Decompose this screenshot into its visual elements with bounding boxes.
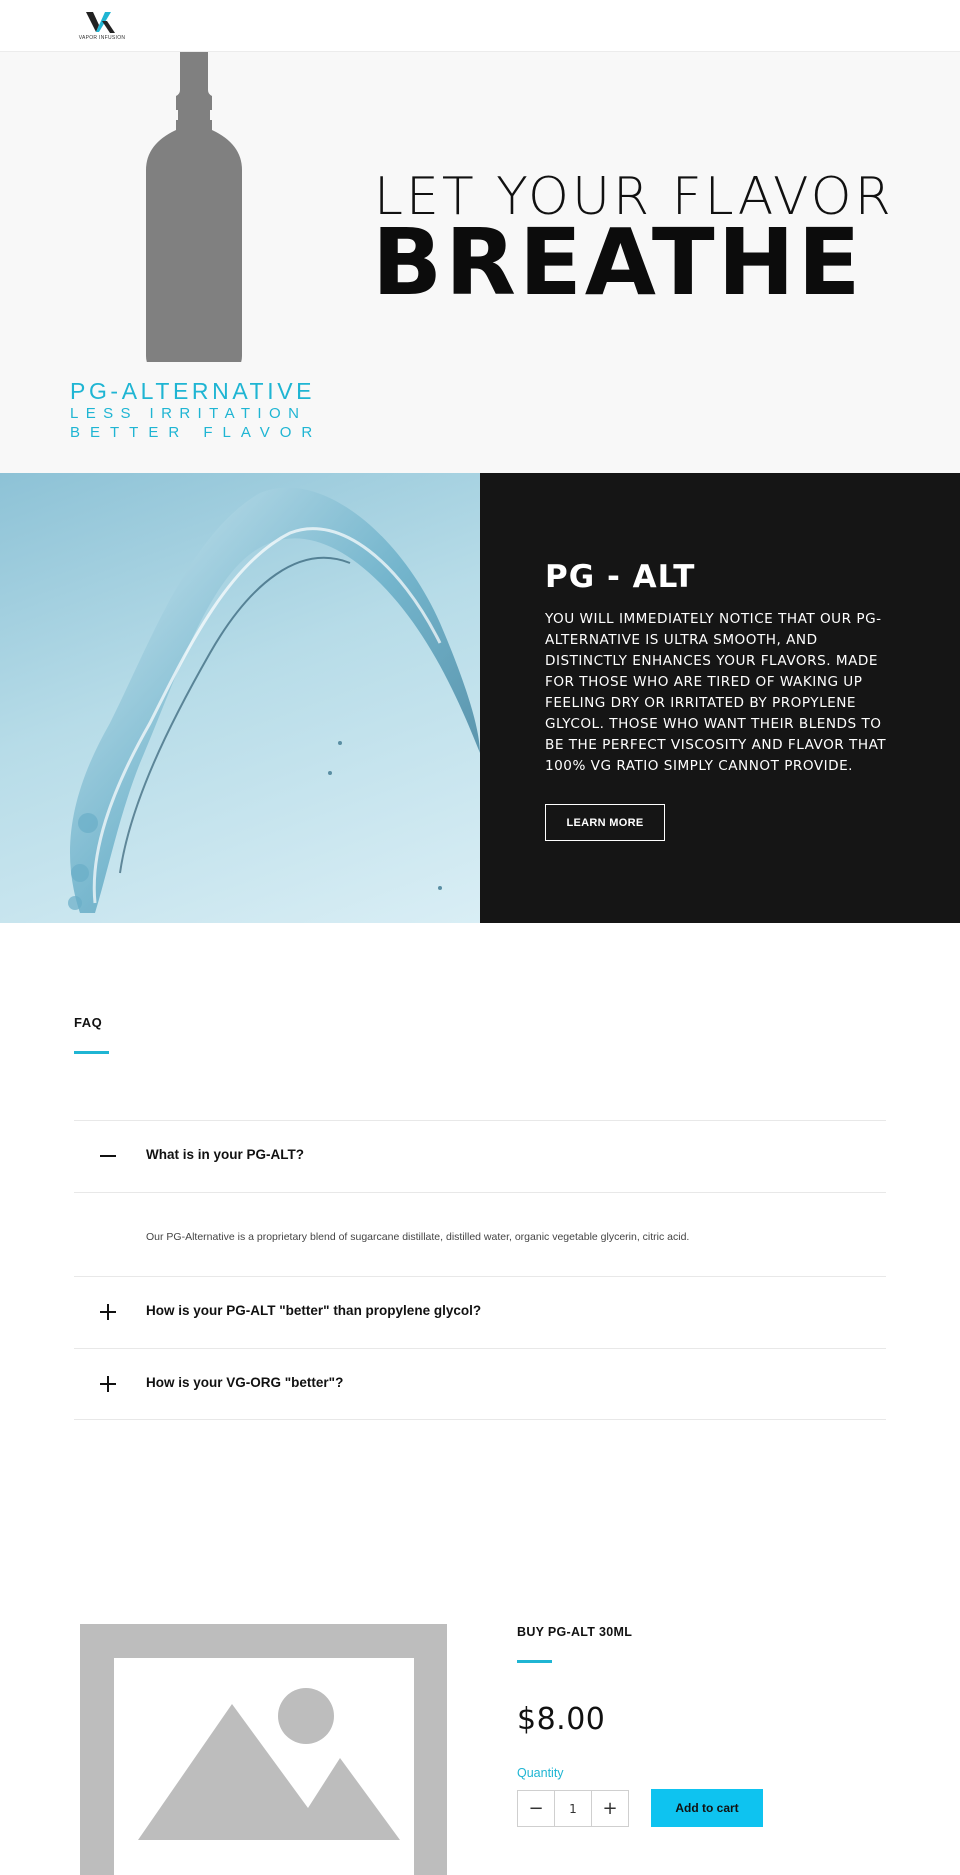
quantity-input[interactable]: 1: [554, 1791, 592, 1826]
add-to-cart-button[interactable]: Add to cart: [651, 1789, 763, 1827]
pg-alt-title: PG - ALT: [545, 559, 696, 595]
logo-mark-icon: [72, 8, 132, 36]
minus-icon[interactable]: [100, 1147, 118, 1165]
plus-icon[interactable]: [100, 1375, 118, 1393]
brand-line-2: LESS IRRITATION: [70, 405, 307, 422]
faq-question[interactable]: What is in your PG-ALT?: [146, 1147, 304, 1162]
image-placeholder-frame: [114, 1658, 414, 1875]
faq-item-vg-org-better[interactable]: [74, 1348, 886, 1420]
hero-headline-line-2: BREATHE: [372, 209, 864, 316]
faq-title-underline: [74, 1051, 109, 1054]
quantity-stepper: [517, 1790, 629, 1827]
quantity-label: Quantity: [517, 1766, 564, 1780]
faq-question[interactable]: How is your VG-ORG "better"?: [146, 1375, 344, 1390]
faq-item-pg-alt-better[interactable]: [74, 1276, 886, 1348]
vapor-infusion-logo[interactable]: [72, 8, 132, 46]
water-splash-image: [0, 473, 480, 923]
faq-answer: Our PG-Alternative is a proprietary blend of sugarcane distillate, distilled water, organic vegetable glycerin, citric acid.: [146, 1231, 690, 1243]
water-splash-icon: [0, 473, 480, 923]
hero-headline-line-1: LET YOUR FLAVOR: [374, 167, 894, 227]
product-title: BUY PG-ALT 30ML: [517, 1625, 633, 1639]
faq-question[interactable]: How is your PG-ALT "better" than propylene glycol?: [146, 1303, 482, 1318]
brand-line-1: PG-ALTERNATIVE: [70, 378, 316, 404]
product-title-underline: [517, 1660, 552, 1663]
faq-title: FAQ: [74, 1015, 103, 1030]
pg-alt-description: YOU WILL IMMEDIATELY NOTICE THAT OUR PG-ALTERNATIVE IS ULTRA SMOOTH, AND DISTINCTLY ENHANCES YOUR FLAVORS. MADE FOR THOSE WHO ARE TIRED OF WAKING UP FEELING DRY OR IRRITATED BY PROPYLENE GLYCOL. THOSE WHO WANT THEIR BLENDS TO BE THE PERFECT VISCOSITY AND FLAVOR THAT 100% VG RATIO SIMPLY CANNOT PROVIDE.: [545, 611, 887, 774]
plus-icon[interactable]: [100, 1303, 118, 1321]
faq-answer-panel: [74, 1192, 886, 1276]
dropper-bottle-icon: [144, 52, 244, 362]
hero-banner: [0, 52, 960, 473]
faq-item-pg-alt-contents[interactable]: [74, 1120, 886, 1192]
brand-line-3: BETTER FLAVOR: [70, 424, 323, 441]
quantity-increase-button[interactable]: +: [602, 1798, 618, 1819]
product-price: $8.00: [517, 1702, 606, 1737]
quantity-decrease-button[interactable]: −: [528, 1798, 544, 1819]
logo-text: VAPOR INFUSION: [78, 35, 126, 41]
pg-alt-section: [0, 473, 960, 923]
pg-alt-info-panel: [480, 473, 960, 923]
image-placeholder-icon: [114, 1658, 414, 1875]
faq-list: [74, 1120, 886, 1420]
learn-more-button[interactable]: LEARN MORE: [545, 804, 665, 841]
site-header: [0, 0, 960, 52]
pg-alternative-brand: [70, 378, 330, 442]
product-image-placeholder: [80, 1624, 447, 1875]
